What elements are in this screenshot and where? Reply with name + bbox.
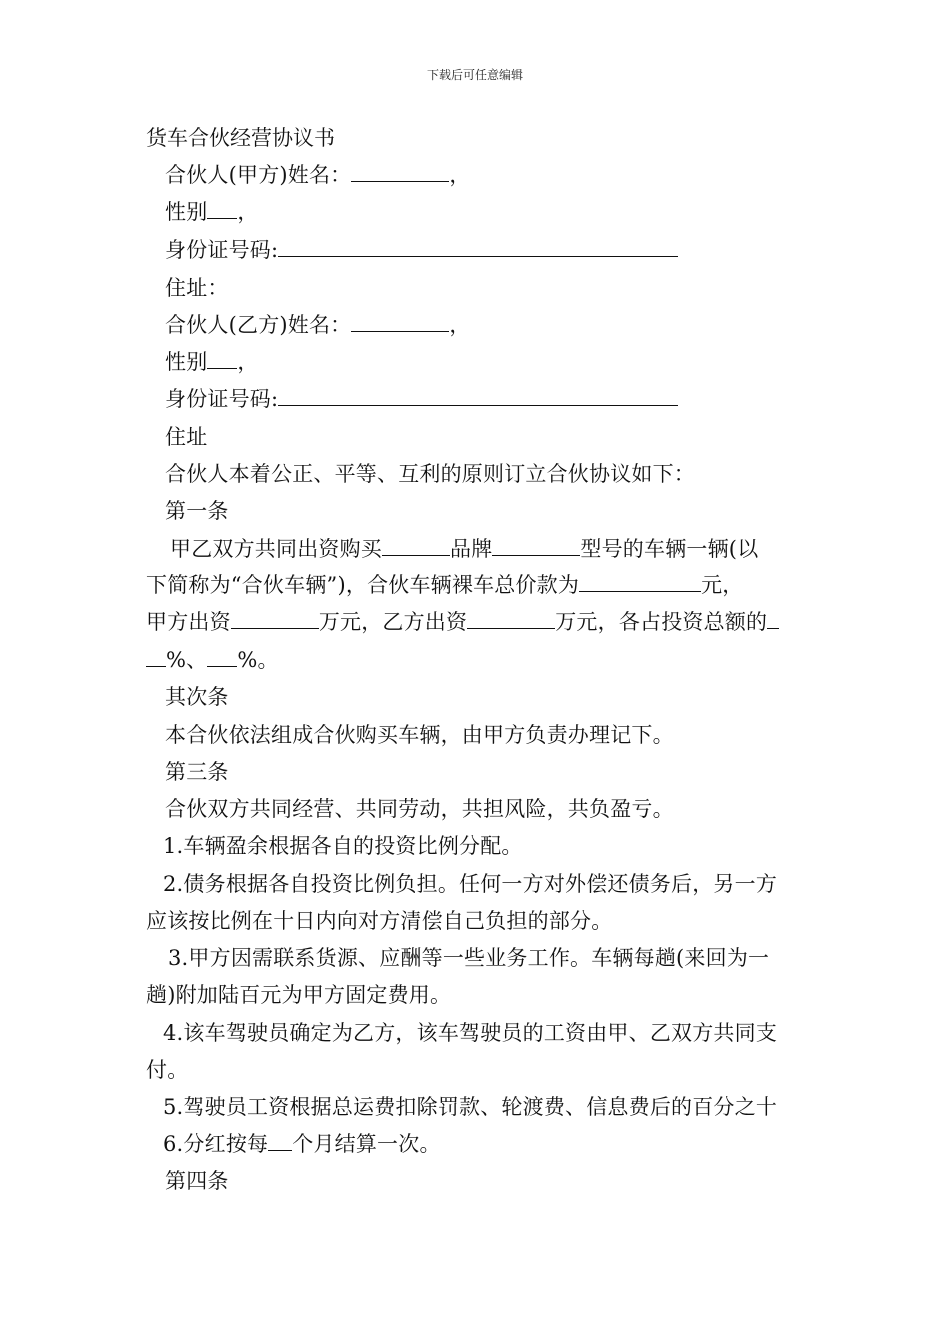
party-b-gender-line — [165, 346, 259, 376]
party-a-address-line: 住址： — [165, 276, 229, 300]
item-3-line-2: 趟)附加陆百元为甲方固定费用。 — [146, 983, 452, 1007]
party-b-name-label: 合伙人(乙方)姓名： — [165, 313, 352, 337]
ratio-blank-part — [767, 610, 779, 629]
article-4-title: 第四条 — [165, 1169, 229, 1193]
text: %。 — [237, 648, 279, 672]
id-number-label: 身份证号码: — [165, 387, 279, 411]
article-3-text: 合伙双方共同经营、共同劳动，共担风险，共负盈亏。 — [165, 797, 674, 821]
gender-label: 性别 — [165, 200, 208, 224]
id-number-blank — [278, 238, 678, 257]
ratio-b-blank — [207, 648, 237, 667]
brand-blank — [382, 537, 450, 556]
party-b-investment-blank — [467, 610, 555, 629]
preamble: 合伙人本着公正、平等、互利的原则订立合伙协议如下： — [165, 462, 695, 486]
text: 个月结算一次。 — [292, 1132, 441, 1156]
gender-label: 性别 — [165, 350, 208, 374]
article-1-line-1 — [170, 533, 758, 563]
item-5: 5.驾驶员工资根据总运费扣除罚款、轮渡费、信息费后的百分之十 — [163, 1095, 778, 1119]
article-2-text: 本合伙依法组成合伙购买车辆，由甲方负责办理记下。 — [165, 723, 674, 747]
comma: ， — [237, 200, 259, 224]
comma: ， — [449, 163, 471, 187]
text: %、 — [166, 648, 208, 672]
text: 甲方出资 — [146, 610, 231, 634]
id-number-blank — [278, 387, 678, 406]
article-3-title: 第三条 — [165, 760, 229, 784]
party-b-id-line — [165, 383, 678, 413]
item-2-line-2: 应该按比例在十日内向对方清偿自己负担的部分。 — [146, 909, 613, 933]
party-a-gender-line — [165, 196, 259, 226]
item-4-line-2: 付。 — [146, 1058, 189, 1082]
price-blank — [579, 573, 701, 592]
item-4-line-1: 4.该车驾驶员确定为乙方，该车驾驶员的工资由甲、乙双方共同支 — [163, 1021, 778, 1045]
article-1-title: 第一条 — [165, 499, 229, 523]
text: 万元，乙方出资 — [318, 610, 468, 634]
text: 万元，各占投资总额的 — [555, 610, 768, 634]
comma: ， — [237, 350, 259, 374]
item-6 — [163, 1128, 441, 1158]
party-a-name-label: 合伙人(甲方)姓名： — [165, 163, 352, 187]
party-a-investment-blank — [231, 610, 319, 629]
article-1-line-3 — [146, 606, 779, 636]
text: 型号的车辆一辆(以 — [580, 537, 759, 561]
gender-blank — [207, 200, 237, 219]
text: 元， — [701, 573, 744, 597]
text: 品牌 — [450, 537, 493, 561]
text: 甲乙双方共同出资购买 — [170, 537, 382, 561]
party-b-name-blank — [351, 313, 449, 332]
header-note: 下载后可任意编辑 — [426, 68, 523, 82]
months-blank — [268, 1132, 292, 1151]
article-1-line-4 — [146, 644, 279, 674]
article-1-line-2 — [146, 569, 743, 599]
id-number-label: 身份证号码: — [165, 238, 279, 262]
item-3-line-1: 3.甲方因需联系货源、应酬等一些业务工作。车辆每趟(来回为一 — [168, 946, 770, 970]
text: 6.分红按每 — [163, 1132, 269, 1156]
model-blank — [492, 537, 580, 556]
item-2-line-1: 2.债务根据各自投资比例负担。任何一方对外偿还债务后，另一方 — [163, 872, 778, 896]
document-title: 货车合伙经营协议书 — [146, 126, 335, 150]
party-a-id-line — [165, 234, 678, 264]
party-b-address-line: 住址 — [165, 425, 208, 449]
comma: ， — [449, 313, 471, 337]
item-1: 1.车辆盈余根据各自的投资比例分配。 — [163, 834, 523, 858]
party-a-name-blank — [351, 163, 449, 182]
gender-blank — [207, 350, 237, 369]
party-b-name-line — [165, 309, 471, 339]
ratio-a-blank — [146, 648, 166, 667]
article-2-title: 其次条 — [165, 685, 229, 709]
text: 下简称为“合伙车辆”)，合伙车辆裸车总价款为 — [146, 573, 580, 597]
party-a-name-line — [165, 159, 471, 189]
